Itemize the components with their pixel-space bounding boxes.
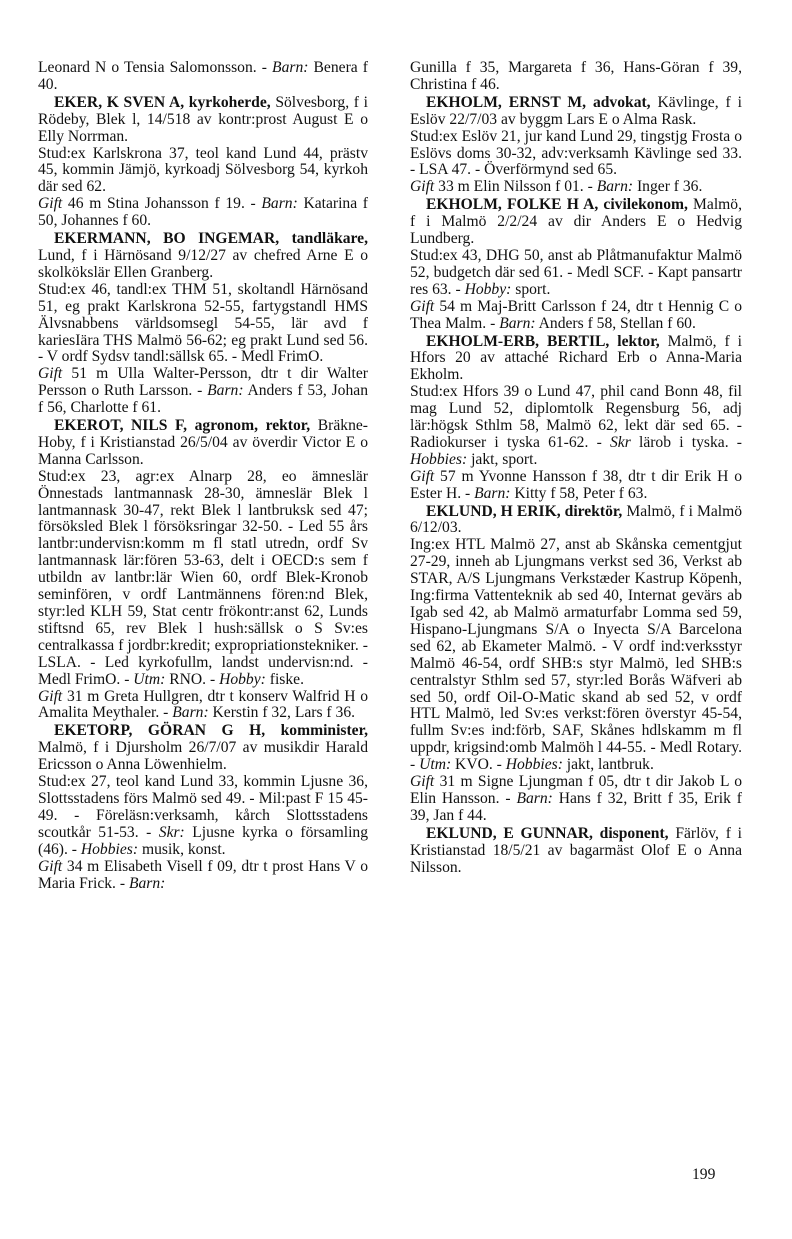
entry-paragraph <box>410 299 742 333</box>
entry-text: Anders f 53, Johan f 56, Charlotte f 61. <box>38 382 368 417</box>
entry-heading-paragraph <box>38 723 368 774</box>
entry-name: EKETORP, GÖRAN G H, komminister, <box>54 722 368 740</box>
entry-paragraph <box>38 774 368 859</box>
entry-heading-paragraph <box>410 504 742 538</box>
field-label: Barn: <box>499 314 536 332</box>
entry-text: fiske. <box>265 670 304 688</box>
field-label: Barn: <box>261 195 298 213</box>
field-label: Skr <box>609 433 631 451</box>
field-label: Barn: <box>272 59 309 76</box>
field-label: Gift <box>38 365 63 383</box>
entry-name: EKHOLM, FOLKE H A, civilekonom, <box>426 196 688 214</box>
biography-entry <box>410 334 742 503</box>
entry-text: Bräkne-Hoby, f i Kristianstad 26/5/04 av överdir Victor E o Manna Carlsson. <box>38 417 368 468</box>
entry-text: Malmö, f i Malmö 6/12/03. <box>410 502 743 537</box>
entry-text: 33 m Elin Nilsson f 01. - <box>434 178 597 196</box>
entry-paragraph <box>410 248 742 299</box>
left-column <box>38 60 368 893</box>
entry-text: Hans f 32, Britt f 35, Erik f 39, Jan f 44. <box>410 789 742 824</box>
entry-text: 51 m Ulla Walter-Persson, dtr t dir Walter Persson o Ruth Larsson. - <box>38 365 368 400</box>
entry-paragraph <box>410 774 742 825</box>
entry-text: Anders f 58, Stellan f 60. <box>535 314 696 332</box>
biography-entry <box>410 197 742 332</box>
entry-text: 54 m Maj-Britt Carlsson f 24, dtr t Hennig C o Thea Malm. - <box>410 297 742 332</box>
entry-text: lärob i tyska. - <box>630 433 742 451</box>
field-label: Gift <box>38 857 63 875</box>
page-number: 199 <box>692 1166 716 1183</box>
entry-paragraph <box>38 469 368 689</box>
entry-text: Kitty f 58, Peter f 63. <box>510 484 648 502</box>
entry-paragraph <box>38 146 368 197</box>
entry-paragraph <box>410 469 742 503</box>
field-label: Barn: <box>172 704 209 722</box>
biography-entry <box>410 95 742 196</box>
entry-text: Sölvesborg, f i Rödeby, Blek l, 14/518 av kontr:prost August E o Elly Norrman. <box>38 93 368 145</box>
entry-name: EKLUND, E GUNNAR, disponent, <box>426 824 669 842</box>
entry-heading-paragraph <box>410 197 742 248</box>
entry-paragraph <box>38 859 368 893</box>
field-label: Gift <box>38 195 63 213</box>
entry-paragraph <box>38 196 368 230</box>
entry-text: 46 m Stina Johansson f 19. - <box>62 195 262 213</box>
entry-text: KVO. - <box>451 756 506 774</box>
entry-text: sport. <box>511 280 551 298</box>
entry-text: Stud:ex 46, tandl:ex THM 51, skoltandl Härnösand 51, eg prakt Karlskrona 52-55, fartygstandl HMS Älvsnabbens världsomsegl 54-55, lär avd f kariesIära THS Malmö 56-62; eg prakt Lund sed 56. - V ordf Sydsv tandl:sällsk 65. - Medl FrimO. <box>38 280 368 366</box>
entry-text: Malmö, f i Hfors 20 av attaché Richard Erb o Anna-Maria Ekholm. <box>410 332 742 384</box>
biography-entry <box>410 826 742 877</box>
biography-entry <box>38 231 368 417</box>
entry-text: Malmö, f i Malmö 2/2/24 av dir Anders E o Hedvig Lundberg. <box>410 196 742 248</box>
entry-heading-paragraph <box>410 334 742 385</box>
entry-continuation <box>410 60 742 94</box>
field-label: Utm: <box>419 756 452 774</box>
entry-heading-paragraph <box>38 231 368 282</box>
entry-text: Stud:ex Eslöv 21, jur kand Lund 29, tingstjg Frosta o Eslövs doms 30-32, adv:verksamh Kävlinge sed 33. - LSA 47. - Överförmynd sed 65. <box>410 127 742 179</box>
entry-heading-paragraph <box>38 418 368 469</box>
entry-text: Malmö, f i Djursholm 26/7/07 av musikdir Harald Ericsson o Anna Löwenhielm. <box>38 739 368 774</box>
field-label: Barn: <box>207 382 244 400</box>
entry-text: Ljusne kyrka o församling (46). - <box>38 823 368 858</box>
entry-paragraph <box>410 179 742 196</box>
entry-text: Stud:ex 43, DHG 50, anst ab Plåtmanufaktur Malmö 52, budgetch där sed 61. - Medl SCF. - Kapt pansartr res 63. - <box>410 246 742 298</box>
entry-text: Stud:ex 27, teol kand Lund 33, kommin Ljusne 36, Slottsstadens förs Malmö sed 49. - Mil:past F 15 45-49. - Föreläsn:verksamh, kårch Slottsstadens scoutkår 51-53. - <box>38 773 368 841</box>
entry-text: Ing:ex HTL Malmö 27, anst ab Skånska cementgjut 27-29, inneh ab Ljungmans verkst sed 36, Verkst ab STAR, A/S Ljungmans Verkstæder Kastrup Köpenh, Ing:firma Vattenteknik ab sed 40, Internat gevärs ab Igab sed 42, ab Malmö armaturfabr Lomma sed 59, Hispano-Ljungmans S/A o Inyecta S/A Barcelona sed 62, ab Ekameter Malmö. - V ordf ind:verksstyr Malmö 46-54, ordf SHB:s styr Malmö, led SHB:s centralstyr Sthlm sed 57, styr:led Borås Wäfveri ab sed 50, ordf Oil-O-Matic skand ab sed 52, v ordf HTL Malmö, led Sv:es verkst:fören överstyr 45-54, fullm Sv:es ind:förb, SAF, Skånes hdlskamm m fl uppdr, krigsind:omb Malmöh l 44-55. - Medl Rotary. - <box>410 536 742 774</box>
entry-heading-paragraph <box>410 826 742 877</box>
field-label: Hobby: <box>219 670 266 688</box>
entry-text: Stud:ex Hfors 39 o Lund 47, phil cand Bonn 48, fil mag Lund 52, diplomtolk Regensburg 56, adj lär:högsk Sthlm 58, Malmö 62, lekt där sed 65. - Radiokurser i tyska 61-62. - <box>410 383 742 451</box>
biography-entry <box>410 504 742 825</box>
entry-text: Stud:ex 23, agr:ex Alnarp 28, eo ämneslär Önnestads lantmannask 28-30, ämneslär Blek l lantmannask 30-47, rekt Blek l lantbruksk sed 47; försöksled Blek l försöksringar 32-50. - Led 55 års lantbr:undervisn:komm m fl statl utredn, ordf Sv lantmannask lär:fören 53-63, delt i OECD:s sem f utbildn av lantbr:lär Wien 60, ordf Blek-Kronob seminfören, v ordf Lantmännens fören:nd Blek, styr:led KLH 59, Stat centr frökontr:anst 62, Lunds stiftsnd 65, rev Blek l hush:sällsk o S Sv:es centralkassa f jordbr:kredit; expropriationstekniker. - LSLA. - Led kyrkofullm, landst undervisn:nd. - Medl FrimO. - <box>38 467 368 688</box>
right-column <box>410 60 742 878</box>
entry-paragraph <box>410 537 742 774</box>
field-label: Barn: <box>516 789 553 807</box>
entry-paragraph <box>38 689 368 723</box>
entry-text: Stud:ex Karlskrona 37, teol kand Lund 44, prästv 45, kommin Jämjö, kyrkoadj Sölvesborg 54, kyrkoh där sed 62. <box>38 144 368 196</box>
entry-paragraph <box>38 282 368 367</box>
entry-text: Inger f 36. <box>633 178 703 196</box>
entry-heading-paragraph <box>410 95 742 129</box>
entry-paragraph <box>410 129 742 180</box>
entry-text: 31 m Greta Hullgren, dtr t konserv Walfrid H o Amalita Meythaler. - <box>38 687 368 722</box>
entry-text: musik, konst. <box>138 840 226 858</box>
entry-paragraph <box>410 384 742 469</box>
entry-heading-paragraph <box>38 95 368 146</box>
entry-text: jakt, lantbruk. <box>562 756 654 774</box>
entry-name: EKLUND, H ERIK, direktör, <box>426 502 623 520</box>
biography-entry <box>38 723 368 892</box>
field-label: Hobbies: <box>410 450 468 468</box>
entry-text: 57 m Yvonne Hansson f 38, dtr t dir Erik H o Ester H. - <box>410 467 742 502</box>
field-label: Gift <box>38 687 63 705</box>
entry-text: Kävlinge, f i Eslöv 22/7/03 av byggm Lars E o Alma Rask. <box>410 93 742 128</box>
field-label: Hobby: <box>464 280 512 298</box>
entry-text: 34 m Elisabeth Visell f 09, dtr t prost Hans V o Maria Frick. - <box>38 857 368 892</box>
entry-name: EKER, K SVEN A, kyrkoherde, <box>54 93 271 111</box>
entry-text: Benera f 40. <box>38 59 368 93</box>
entry-name: EKHOLM-ERB, BERTIL, lektor, <box>426 332 660 350</box>
entry-name: EKERMANN, BO INGEMAR, tandläkare, <box>54 230 368 248</box>
entry-heading-paragraph <box>410 60 742 94</box>
entry-text: RNO. - <box>165 670 220 688</box>
field-label: Gift <box>410 297 435 315</box>
entry-text: Leonard N o Tensia Salomonsson. - <box>38 59 273 76</box>
entry-text: Kerstin f 32, Lars f 36. <box>208 704 356 722</box>
entry-name: EKEROT, NILS F, agronom, rektor, <box>54 417 311 435</box>
entry-continuation <box>38 60 368 94</box>
field-label: Gift <box>410 178 435 196</box>
field-label: Skr: <box>158 823 185 841</box>
entry-text: Lund, f i Härnösand 9/12/27 av chefred Arne E o skolkökslär Ellen Granberg. <box>38 246 368 281</box>
field-label: Hobbies: <box>505 756 563 774</box>
entry-text: jakt, sport. <box>467 450 538 468</box>
field-label: Gift <box>410 467 435 485</box>
biography-entry <box>38 95 368 230</box>
entry-paragraph <box>38 366 368 417</box>
entry-text: Gunilla f 35, Margareta f 36, Hans-Göran f 39, Christina f 46. <box>410 59 742 93</box>
entry-name: EKHOLM, ERNST M, advokat, <box>426 93 651 111</box>
entry-text: Katarina f 50, Johannes f 60. <box>38 195 368 230</box>
field-label: Barn: <box>596 178 634 196</box>
entry-heading-paragraph <box>38 60 368 94</box>
field-label: Utm: <box>133 670 166 688</box>
field-label: Hobbies: <box>80 840 139 858</box>
entry-text: Färlöv, f i Kristianstad 18/5/21 av bagarmäst Olof E o Anna Nilsson. <box>410 824 742 876</box>
biography-entry <box>38 418 368 722</box>
entry-text: 31 m Signe Ljungman f 05, dtr t dir Jakob L o Elin Hansson. - <box>410 773 742 807</box>
field-label: Barn: <box>474 484 511 502</box>
field-label: Gift <box>410 773 435 791</box>
field-label: Barn: <box>128 874 166 892</box>
